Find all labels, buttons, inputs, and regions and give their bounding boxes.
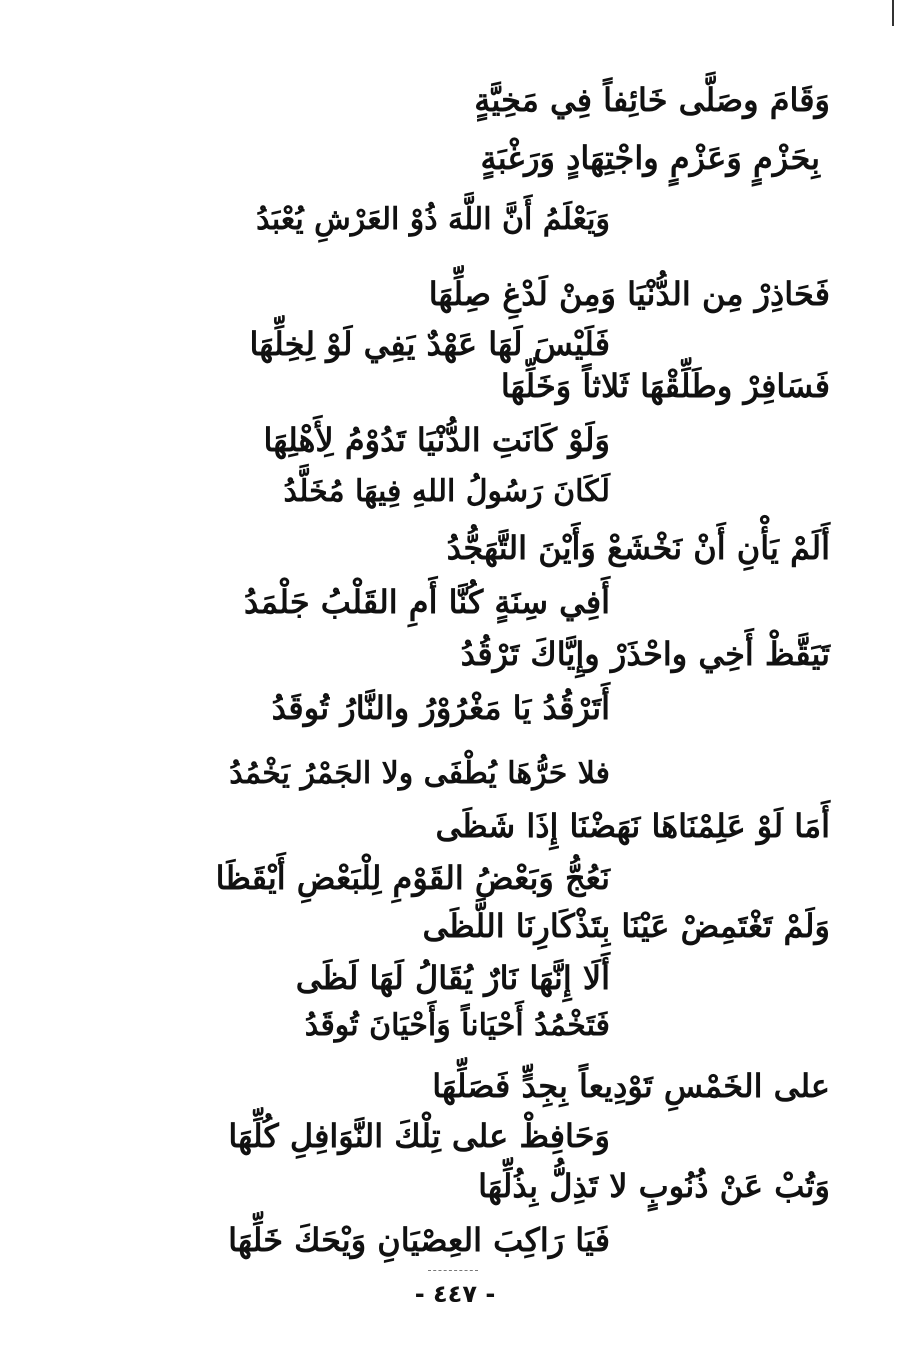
verse-line-13: فلا حَرُّهَا يُطْفَى ولا الجَمْرُ يَخْمُدُ xyxy=(229,756,610,791)
verse-line-22: فَيَا رَاكِبَ العِصْيَانِ وَيْحَكَ خَلِّهَا xyxy=(228,1221,610,1259)
verse-line-4: فَحَاذِرْ مِن الدُّنْيَا وَمِنْ لَدْغِ صِلِّهَا xyxy=(428,275,830,313)
verse-line-17: أَلَا إِنَّهَا نَارٌ يُقَالُ لَهَا لَظَى xyxy=(295,959,610,997)
verse-line-6: فَسَافِرْ وطَلِّقْهَا ثَلاثاً وَخَلِّهَا xyxy=(500,367,830,405)
verse-line-2: بِحَزْمٍ وَعَزْمٍ واجْتِهَادٍ وَرَغْبَةٍ xyxy=(480,139,820,177)
verse-line-7: وَلَوْ كَانَتِ الدُّنْيَا تَدُوْمُ لِأَهْلِهَا xyxy=(263,421,610,459)
verse-line-15: نَعُجُّ وَبَعْضُ القَوْمِ لِلْبَعْضِ أَيْقَظَا xyxy=(215,859,610,897)
verse-line-12: أَتَرْقُدُ يَا مَغْرُوْرُ والنَّارُ تُوقَدُ xyxy=(271,689,610,727)
verse-line-16: وَلَمْ تَغْتَمِضْ عَيْنَا بِتَذْكَارِنَا اللَّظَى xyxy=(422,907,830,945)
verse-line-20: وَحَافِظْ على تِلْكَ النَّوَافِلِ كُلِّهَا xyxy=(228,1117,610,1155)
verse-line-19: على الخَمْسِ تَوْدِيعاً بِجِدٍّ فَصَلِّهَا xyxy=(432,1067,830,1105)
page-edge-mark xyxy=(892,0,894,26)
verse-line-8: لَكَانَ رَسُولُ اللهِ فِيهَا مُخَلَّدُ xyxy=(283,474,610,509)
footer-rule xyxy=(428,1270,478,1271)
verse-line-18: فَتَخْمُدُ أَحْيَاناً وَأَحْيَانَ تُوقَدُ xyxy=(304,1008,610,1043)
page-number: - ٤٤٧ - xyxy=(414,1280,496,1308)
verse-line-9: أَلَمْ يَأْنِ أَنْ نَخْشَعْ وَأَيْنَ التَّهَجُّدُ xyxy=(446,529,830,567)
verse-line-21: وَتُبْ عَنْ ذُنُوبٍ لا تَذِلُّ بِذُلِّهَا xyxy=(478,1167,830,1205)
verse-line-10: أَفِي سِنَةٍ كُنَّا أَمِ القَلْبُ جَلْمَدُ xyxy=(243,583,610,621)
verse-line-5: فَلَيْسَ لَهَا عَهْدٌ يَفِي لَوْ لِخِلِّهَا xyxy=(249,325,610,363)
verse-line-11: تَيَقَّظْ أَخِي واحْذَرْ وإِيَّاكَ تَرْقُدُ xyxy=(460,635,830,673)
verse-line-3: وَيَعْلَمُ أَنَّ اللَّهَ ذُوْ العَرْشِ يُعْبَدُ xyxy=(256,202,610,237)
verse-line-1: وَقَامَ وصَلَّى خَائِفاً فِي مَخِيَّةٍ xyxy=(474,81,830,119)
verse-line-14: أَمَا لَوْ عَلِمْنَاهَا نَهَضْنَا إِذَا شَظَى xyxy=(435,807,830,845)
